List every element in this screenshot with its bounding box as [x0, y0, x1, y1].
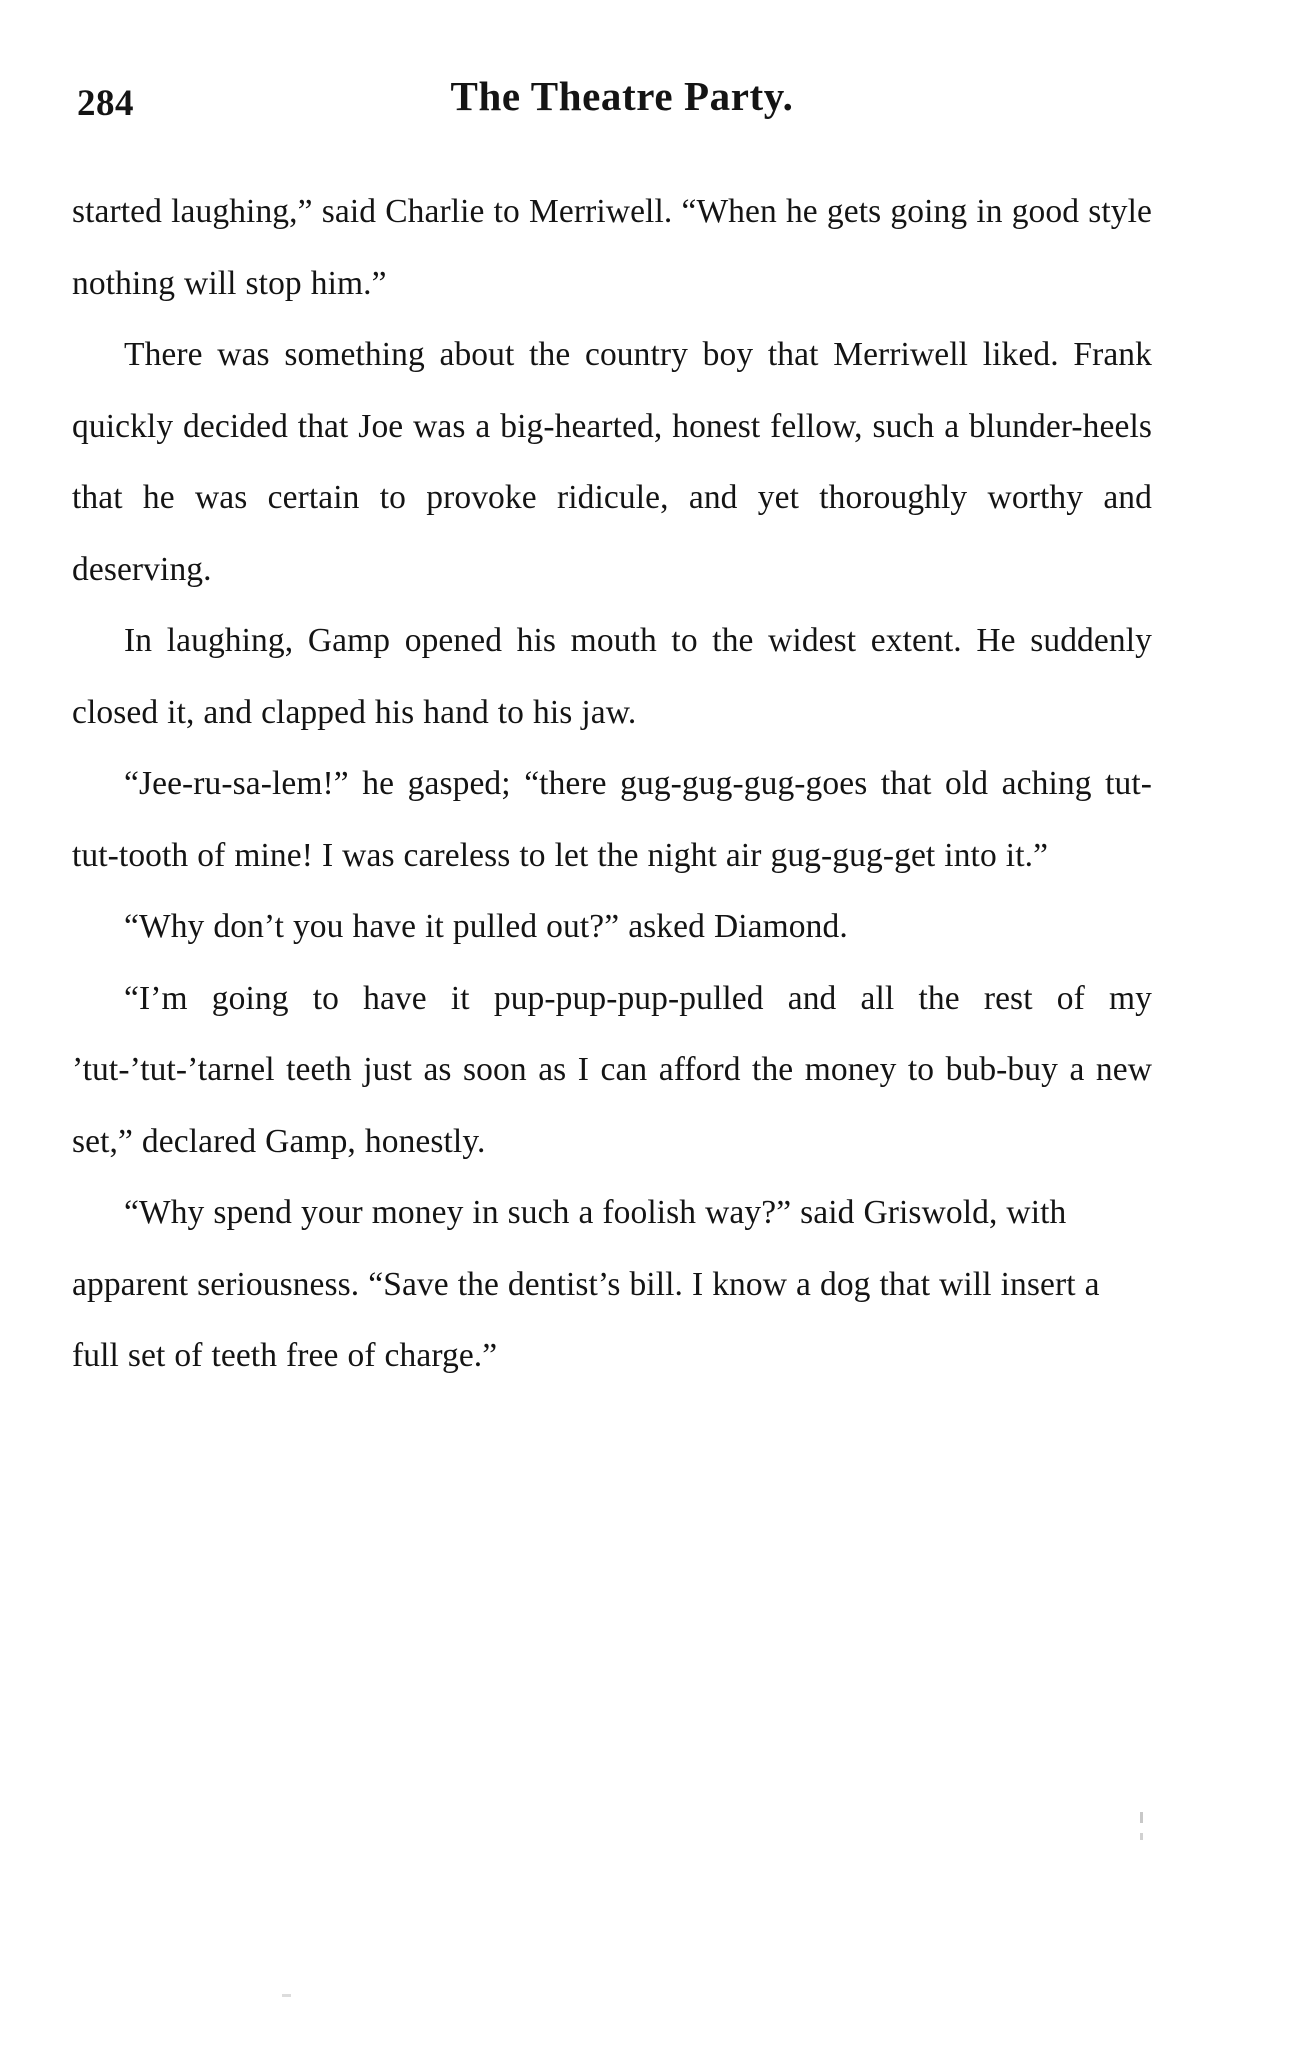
paragraph: “Why don’t you have it pulled out?” asked Diamond.	[124, 908, 848, 945]
page-header	[72, 58, 1152, 150]
page-speckle	[282, 1994, 291, 1997]
body-text	[72, 176, 1152, 1392]
paragraph: There was something about the country boy that Merriwell liked. Frank quickly decided that Joe was a big-hearted, honest fellow, such a blunder-heels that he was certain to provoke ridicule, and yet thoroughly worthy and deserving.	[72, 336, 1152, 588]
paragraph: “I’m going to have it pup-pup-pup-pulled and all the rest of my ’tut-’tut-’tarnel teeth just as soon as I can afford the money to bub-buy a new set,” declared Gamp, honestly.	[72, 979, 1152, 1160]
paragraph: In laughing, Gamp opened his mouth to the widest extent. He suddenly closed it, and clapped his hand to his jaw.	[72, 622, 1152, 731]
page-content-area	[72, 58, 1152, 1374]
paragraph: “Jee-ru-sa-lem!” he gasped; “there gug-gug-gug-goes that old aching tut-tut-tooth of mine! I was careless to let the night air gug-gug-get into it.”	[72, 765, 1152, 874]
paragraph: “Why spend your money in such a foolish way?” said Griswold, with apparent seriousness. “Save the dentist’s bill. I know a dog that will insert a full set of teeth free of charge.”	[72, 1194, 1100, 1374]
paragraph: started laughing,” said Charlie to Merriwell. “When he gets going in good style nothing will stop him.”	[72, 193, 1152, 302]
running-head-title: The Theatre Party.	[450, 73, 794, 119]
page-number: 284	[77, 83, 134, 124]
page-speckle	[1140, 1833, 1143, 1840]
page-speckle	[1140, 1812, 1143, 1823]
